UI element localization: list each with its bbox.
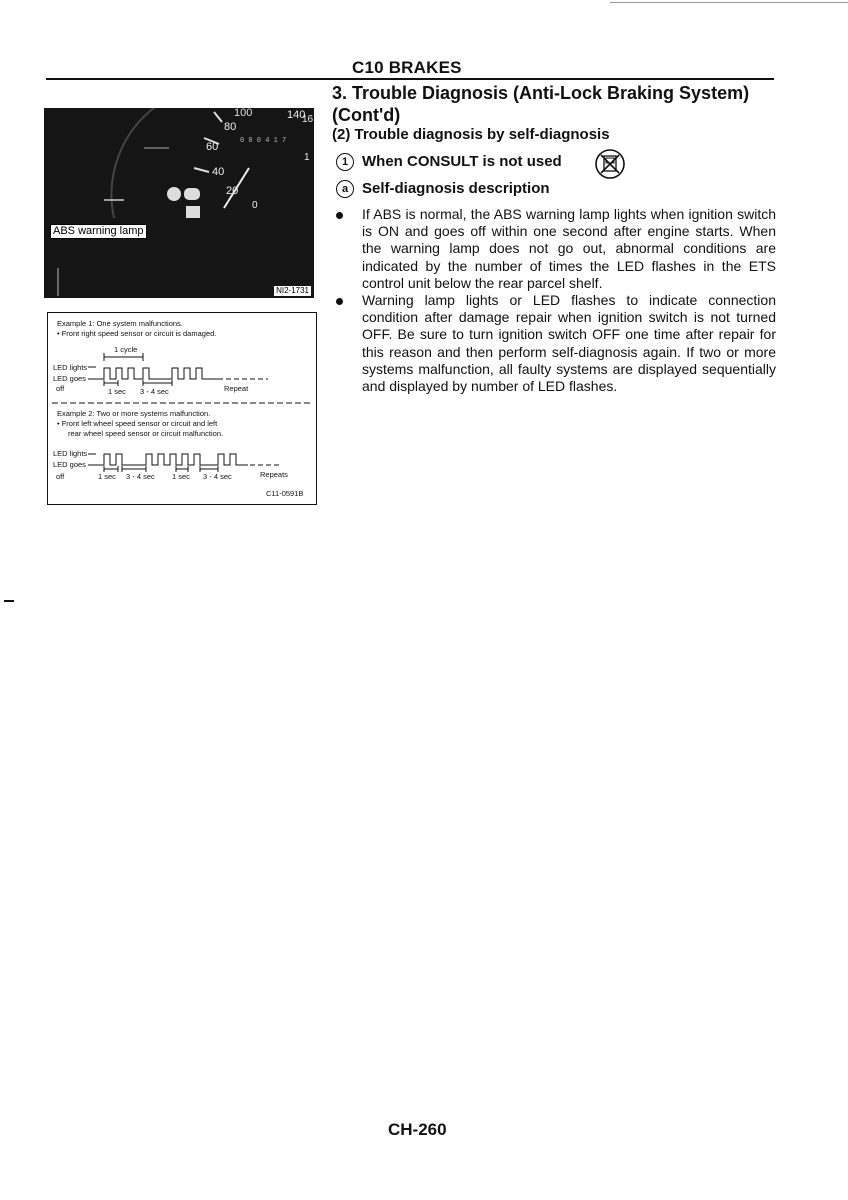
bullet-list: [332, 206, 776, 395]
section-title: C10 BRAKES: [352, 58, 462, 77]
abs-warning-lamp-callout: ABS warning lamp: [50, 224, 147, 239]
circled-number-icon: 1: [336, 153, 354, 171]
led-lights-label: LED lights: [53, 449, 88, 458]
three-four-sec-label: 3 - 4 sec: [126, 472, 155, 481]
photo-code: NI2-1731: [276, 286, 309, 295]
one-sec-label: 1 sec: [172, 472, 190, 481]
speedo-number: 1: [304, 152, 310, 163]
repeat-label: Repeat: [224, 384, 249, 393]
diagram-code: C11-0591B: [266, 489, 304, 498]
cycle-label: 1 cycle: [114, 345, 138, 354]
off-label: off: [56, 384, 65, 393]
example2-note-line2: rear wheel speed sensor or circuit malfunction.: [68, 429, 224, 438]
list-item: [332, 206, 776, 292]
main-heading-line2: (Cont'd): [332, 105, 401, 125]
speedo-number: 100: [234, 108, 253, 119]
circled-letter-icon: a: [336, 180, 354, 198]
bullet-icon: [336, 212, 343, 219]
margin-tick: [4, 600, 14, 602]
main-heading: [332, 82, 792, 126]
bullet-icon: [336, 298, 343, 305]
step-1-label: When CONSULT is not used: [362, 153, 562, 170]
off-label: off: [56, 472, 65, 481]
subsection-heading: (2) Trouble diagnosis by self-diagnosis: [332, 126, 610, 143]
speedo-number: 0: [252, 200, 258, 211]
speedo-number: 60: [206, 141, 219, 153]
page-number: CH-260: [388, 1120, 447, 1139]
speedo-number: 40: [212, 166, 225, 178]
example2-title: Example 2: Two or more systems malfunction.: [57, 409, 211, 418]
list-item: [332, 292, 776, 395]
pulse-waveforms: [48, 313, 316, 504]
example1-title: Example 1: One system malfunctions.: [57, 319, 183, 328]
speedo-number: 80: [224, 121, 237, 133]
step-1-heading: [332, 153, 562, 171]
one-sec-label: 1 sec: [108, 387, 126, 396]
bullet-text: Warning lamp lights or LED flashes to indicate connection condition after damage repair when ignition switch is not turned OFF. Be sure to turn ignition switch OFF one time after repair for this reason and then perform self-diagnosis again. If two or more systems malfunction, all faulty systems are displayed sequentially and displayed by number of LED flashes.: [362, 292, 776, 395]
step-a-heading: [332, 180, 550, 198]
instrument-cluster-photo: [44, 108, 314, 298]
example2-note-line1: • Front left wheel speed sensor or circuit and left: [57, 419, 218, 428]
speedometer-graphic: [44, 108, 314, 298]
step-a-label: Self-diagnosis description: [362, 180, 550, 197]
bullet-text: If ABS is normal, the ABS warning lamp lights when ignition switch is ON and goes off within one second after engine starts. When the warning lamp does not go out, abnormal conditions are indicated by the number of times the LED flashes in the ETS control unit below the rear parcel shelf.: [362, 206, 776, 291]
led-goes-label: LED goes: [53, 374, 86, 383]
example1-note: • Front right speed sensor or circuit is damaged.: [57, 329, 217, 338]
led-lights-label: LED lights: [53, 363, 88, 372]
odometer-reading: 0 0 0 4 1 7: [240, 137, 287, 145]
main-heading-line1: 3. Trouble Diagnosis (Anti-Lock Braking System): [332, 83, 750, 103]
no-consult-icon: [594, 148, 626, 180]
led-goes-label: LED goes: [53, 460, 86, 469]
speedo-number: 16: [302, 114, 314, 125]
header-rule: [46, 78, 774, 80]
three-four-sec-label: 3 - 4 sec: [140, 387, 169, 396]
speedo-number: 20: [226, 185, 239, 197]
speedo-number: 140: [287, 109, 306, 121]
led-timing-diagram: [47, 312, 317, 505]
repeats-label: Repeats: [260, 470, 288, 479]
one-sec-label: 1 sec: [98, 472, 116, 481]
three-four-sec-label: 3 - 4 sec: [203, 472, 232, 481]
top-edge-line: [610, 2, 848, 3]
